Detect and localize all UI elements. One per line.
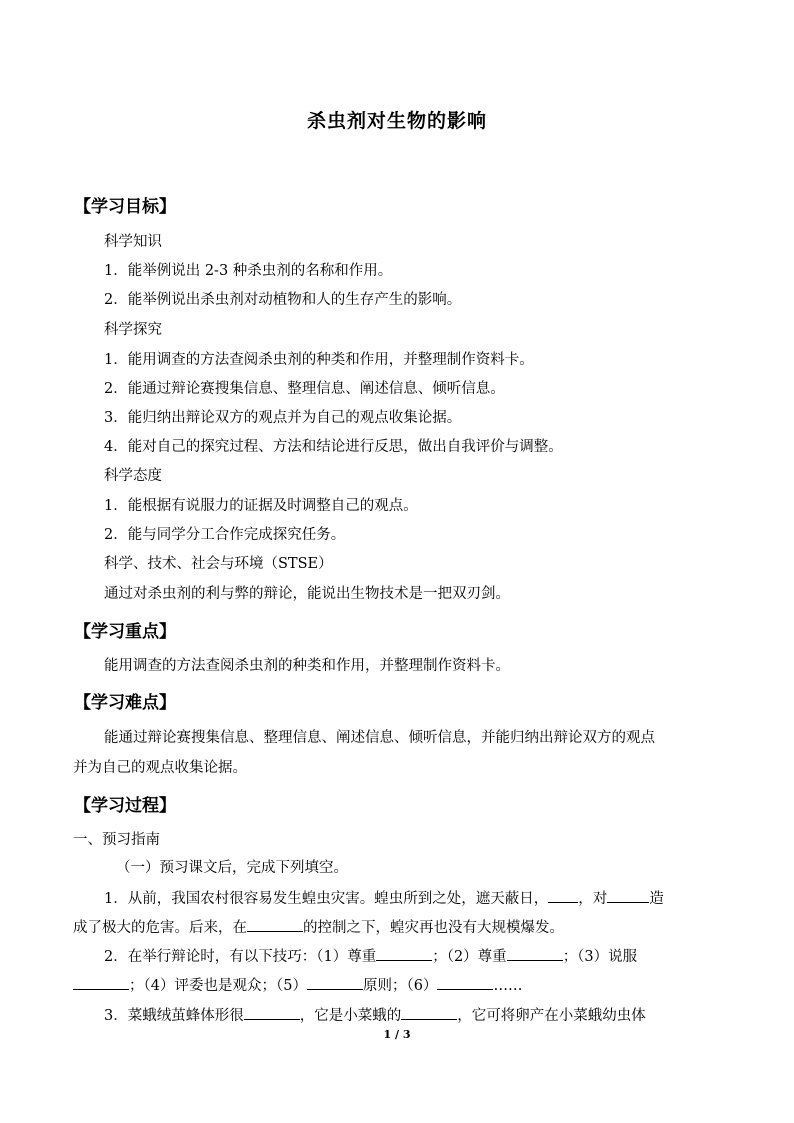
question-2-text-e: 原则；（6） xyxy=(362,978,438,994)
question-1-text-e: 的控制之下，蝗灾再也没有大规模爆发。 xyxy=(303,920,564,936)
key-points-text: 能用调查的方法查阅杀虫剂的种类和作用，并整理制作资料卡。 xyxy=(104,658,510,674)
knowledge-item-1: 1．能举例说出 2-3 种杀虫剂的名称和作用。 xyxy=(104,263,393,279)
stse-label: 科学、技术、社会与环境（STSE） xyxy=(104,556,333,572)
inquiry-item-1: 1．能用调查的方法查阅杀虫剂的种类和作用，并整理制作资料卡。 xyxy=(104,352,534,368)
question-1-text-a: 1．从前，我国农村很容易发生蝗虫灾害。蝗虫所到之处，遮天蔽日， xyxy=(104,891,549,907)
question-2-line-1 xyxy=(104,945,637,967)
question-1-line-2 xyxy=(73,916,564,938)
question-1-line-1 xyxy=(104,887,664,909)
question-2-text-a: 2．在举行辩论时，有以下技巧：（1）尊重 xyxy=(104,949,377,965)
question-1-blank-2[interactable] xyxy=(607,887,649,903)
knowledge-label: 科学知识 xyxy=(104,234,162,250)
question-2-text-d: ；（4）评委也是观众；（5） xyxy=(129,978,307,994)
question-2-text-b: ；（2）尊重 xyxy=(432,949,507,965)
stse-text: 通过对杀虫剂的利与弊的辩论，能说出生物技术是一把双刃剑。 xyxy=(104,586,510,602)
question-3-text-b: ，它是小菜蛾的 xyxy=(299,1008,402,1024)
preview-subsection-label: （一）预习课文后，完成下列填空。 xyxy=(116,860,348,876)
question-3-text-c: ，它可将卵产在小菜蛾幼虫体 xyxy=(457,1008,646,1024)
question-1-blank-3[interactable] xyxy=(247,916,303,932)
inquiry-item-2: 2．能通过辩论赛搜集信息、整理信息、阐述信息、倾听信息。 xyxy=(104,381,505,397)
question-2-blank-1[interactable] xyxy=(376,945,432,961)
question-2-line-2 xyxy=(73,974,522,996)
difficulties-line-1: 能通过辩论赛搜集信息、整理信息、阐述信息、倾听信息，并能归纳出辩论双方的观点 xyxy=(104,730,655,746)
document-title: 杀虫剂对生物的影响 xyxy=(306,110,487,132)
heading-learning-goals: 【学习目标】 xyxy=(74,197,176,217)
attitude-item-1: 1．能根据有说服力的证据及时调整自己的观点。 xyxy=(104,498,418,514)
question-2-text-f: …… xyxy=(493,978,523,994)
question-2-blank-4[interactable] xyxy=(307,974,363,990)
inquiry-item-3: 3．能归纳出辩论双方的观点并为自己的观点收集论据。 xyxy=(104,410,462,426)
question-2-text-c: ；（3）说服 xyxy=(562,949,638,965)
preview-guide-label: 一、预习指南 xyxy=(73,832,160,848)
heading-learning-process: 【学习过程】 xyxy=(74,796,176,816)
question-1-text-d: 成了极大的危害。后来，在 xyxy=(73,920,247,936)
knowledge-item-2: 2．能举例说出杀虫剂对动植物和人的生存产生的影响。 xyxy=(104,292,462,308)
heading-difficulties: 【学习难点】 xyxy=(74,693,176,713)
question-2-blank-2[interactable] xyxy=(507,945,563,961)
heading-key-points: 【学习重点】 xyxy=(74,622,176,642)
attitude-label: 科学态度 xyxy=(104,468,162,484)
question-1-text-c: 造 xyxy=(649,891,664,907)
page-number: 1 / 3 xyxy=(383,1028,411,1041)
inquiry-item-4: 4．能对自己的探究过程、方法和结论进行反思，做出自我评价与调整。 xyxy=(104,439,563,455)
question-1-text-b: ，对 xyxy=(578,891,608,907)
attitude-item-2: 2．能与同学分工合作完成探究任务。 xyxy=(104,527,346,543)
question-3-text-a: 3．菜蛾绒茧蜂体形很 xyxy=(104,1008,244,1024)
question-3-line-1 xyxy=(104,1004,646,1026)
question-1-blank-1[interactable] xyxy=(548,887,578,903)
question-2-blank-3[interactable] xyxy=(73,974,129,990)
inquiry-label: 科学探究 xyxy=(104,322,162,338)
difficulties-line-2: 并为自己的观点收集论据。 xyxy=(73,760,247,776)
question-3-blank-2[interactable] xyxy=(401,1004,457,1020)
question-2-blank-5[interactable] xyxy=(437,974,493,990)
question-3-blank-1[interactable] xyxy=(244,1004,300,1020)
